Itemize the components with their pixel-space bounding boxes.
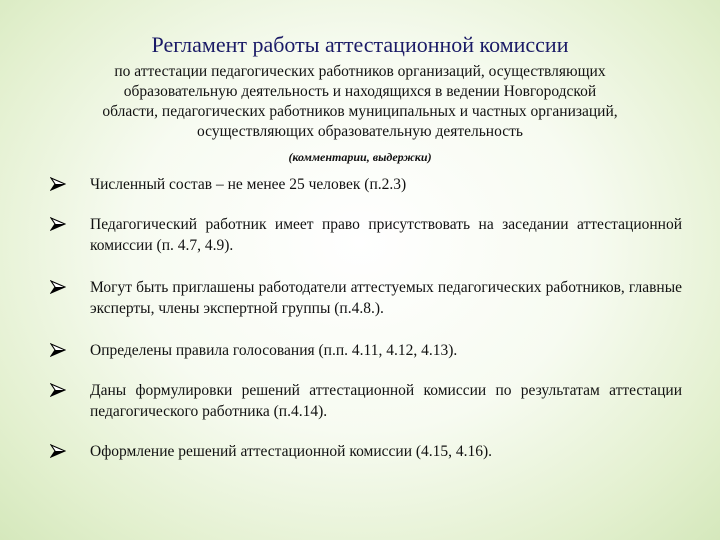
bullet-text: Численный состав – не менее 25 человек (п.2.3) (90, 176, 407, 193)
subtitle-line: по аттестации педагогических работников организаций, осуществляющих (114, 63, 606, 80)
arrow-bullet-icon (50, 177, 66, 191)
bullet-text: Оформление решений аттестационной комиссии (4.15, 4.16). (90, 443, 493, 460)
subtitle-line: осуществляющих образовательную деятельность (197, 123, 523, 140)
bullet-text: Могут быть приглашены работодатели аттестуемых педагогических работников, главные эксперты, члены экспертной группы (п.4.8.). (90, 279, 682, 317)
comment-note: (комментарии, выдержки) (288, 150, 432, 164)
bullet-text: Определены правила голосования (п.п. 4.11, 4.12, 4.13). (90, 342, 458, 359)
subtitle-line: образовательную деятельность и находящихся в ведении Новгородской (123, 83, 597, 100)
slide-title: Регламент работы аттестационной комиссии (151, 32, 569, 57)
arrow-bullet-icon (50, 343, 66, 357)
arrow-bullet-icon (50, 280, 66, 294)
bullet-text: Педагогический работник имеет право присутствовать на заседании аттестационной комиссии (п. 4.7, 4.9). (90, 216, 682, 254)
arrow-bullet-icon (50, 383, 66, 397)
arrow-bullet-icon (50, 444, 66, 458)
subtitle-line: области, педагогических работников муниципальных и частных организаций, (102, 103, 618, 120)
arrow-bullet-icon (50, 217, 66, 231)
bullet-text: Даны формулировки решений аттестационной комиссии по результатам аттестации педагогического работника (п.4.14). (90, 382, 682, 420)
slide-subtitle (40, 62, 680, 142)
